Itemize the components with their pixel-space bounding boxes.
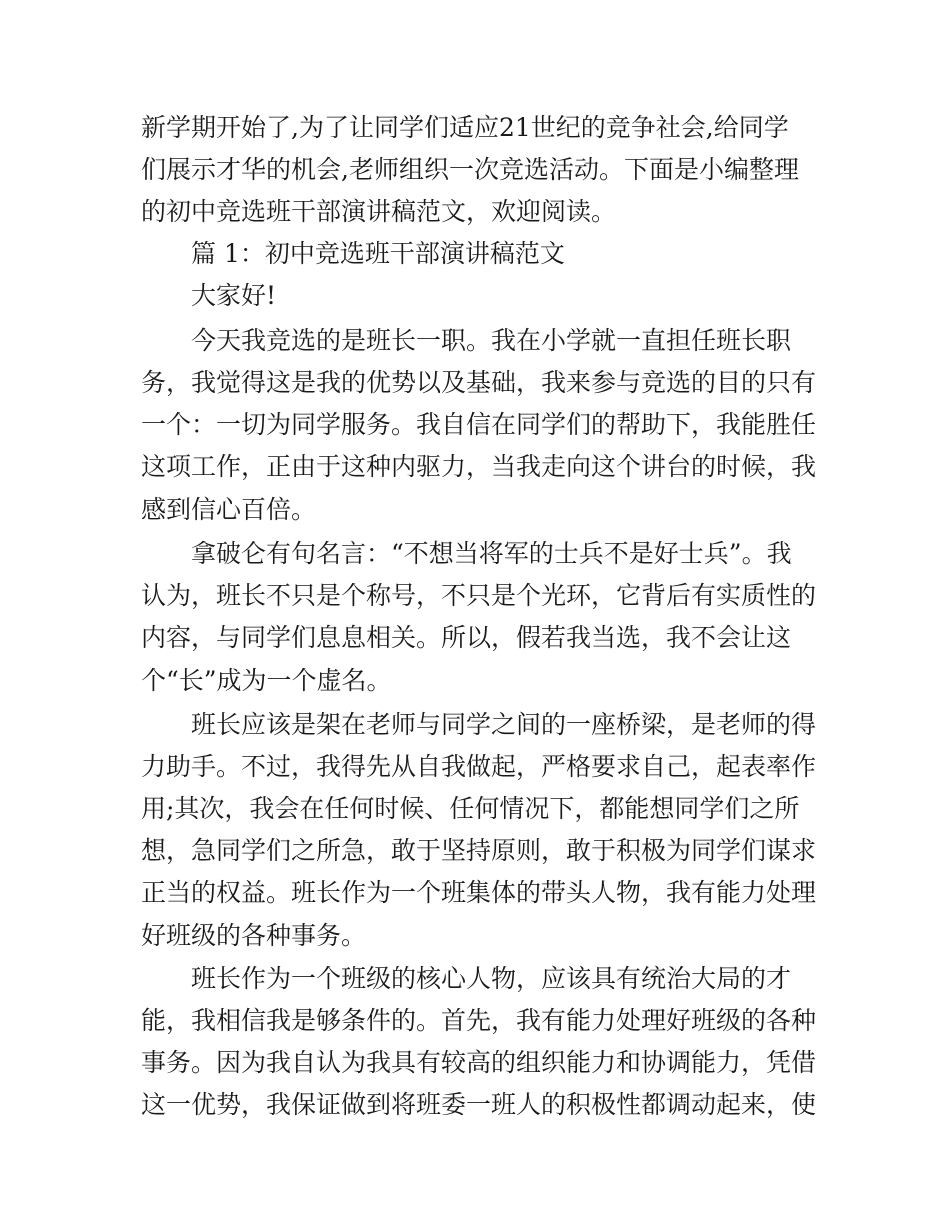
paragraph-line: 拿破仑有句名言：“不想当将军的士兵不是好士兵”。我 xyxy=(191,539,792,568)
paragraph-line: 今天我竞选的是班长一职。我在小学就一直担任班长职 xyxy=(191,326,792,355)
paragraph-line: 事务。因为我自认为我具有较高的组织能力和协调能力，凭借 xyxy=(141,1048,817,1077)
paragraph-line: 正当的权益。班长作为一个班集体的带头人物，我有能力处理 xyxy=(141,878,817,907)
paragraph-line: 这项工作，正由于这种内驱力，当我走向这个讲台的时候，我 xyxy=(141,452,817,481)
paragraph-line: 想，急同学们之所急，敢于坚持原则，敢于积极为同学们谋求 xyxy=(141,836,817,865)
section-heading: 篇 1：初中竞选班干部演讲稿范文 xyxy=(191,239,565,268)
paragraph-line: 班长应该是架在老师与同学之间的一座桥梁，是老师的得 xyxy=(191,710,817,739)
paragraph-line: 务，我觉得这是我的优势以及基础，我来参与竞选的目的只有 xyxy=(141,368,817,397)
paragraph-line: 班长作为一个班级的核心人物，应该具有统治大局的才 xyxy=(191,964,792,993)
paragraph-line: 们展示才华的机会,老师组织一次竞选活动。下面是小编整理 xyxy=(141,155,799,184)
paragraph-line: 力助手。不过，我得先从自我做起，严格要求自己，起表率作 xyxy=(141,752,817,781)
paragraph-line: 用;其次，我会在任何时候、任何情况下，都能想同学们之所 xyxy=(141,794,800,823)
greeting: 大家好! xyxy=(191,281,277,310)
paragraph-line: 感到信心百倍。 xyxy=(141,495,317,524)
paragraph-line: 能，我相信我是够条件的。首先，我有能力处理好班级的各种 xyxy=(141,1006,817,1035)
paragraph-line: 这一优势，我保证做到将班委一班人的积极性都调动起来，使 xyxy=(141,1090,817,1119)
paragraph-line: 认为，班长不只是个称号，不只是个光环，它背后有实质性的 xyxy=(141,581,817,610)
paragraph-line: 一个：一切为同学服务。我自信在同学们的帮助下，我能胜任 xyxy=(141,410,817,439)
paragraph-line: 个“长”成为一个虚名。 xyxy=(141,666,392,695)
paragraph-line: 的初中竞选班干部演讲稿范文，欢迎阅读。 xyxy=(141,197,617,226)
paragraph-line: 好班级的各种事务。 xyxy=(141,921,367,950)
paragraph-line: 新学期开始了,为了让同学们适应21世纪的竞争社会,给同学 xyxy=(141,113,789,142)
paragraph-line: 内容，与同学们息息相关。所以，假若我当选，我不会让这 xyxy=(141,623,792,652)
